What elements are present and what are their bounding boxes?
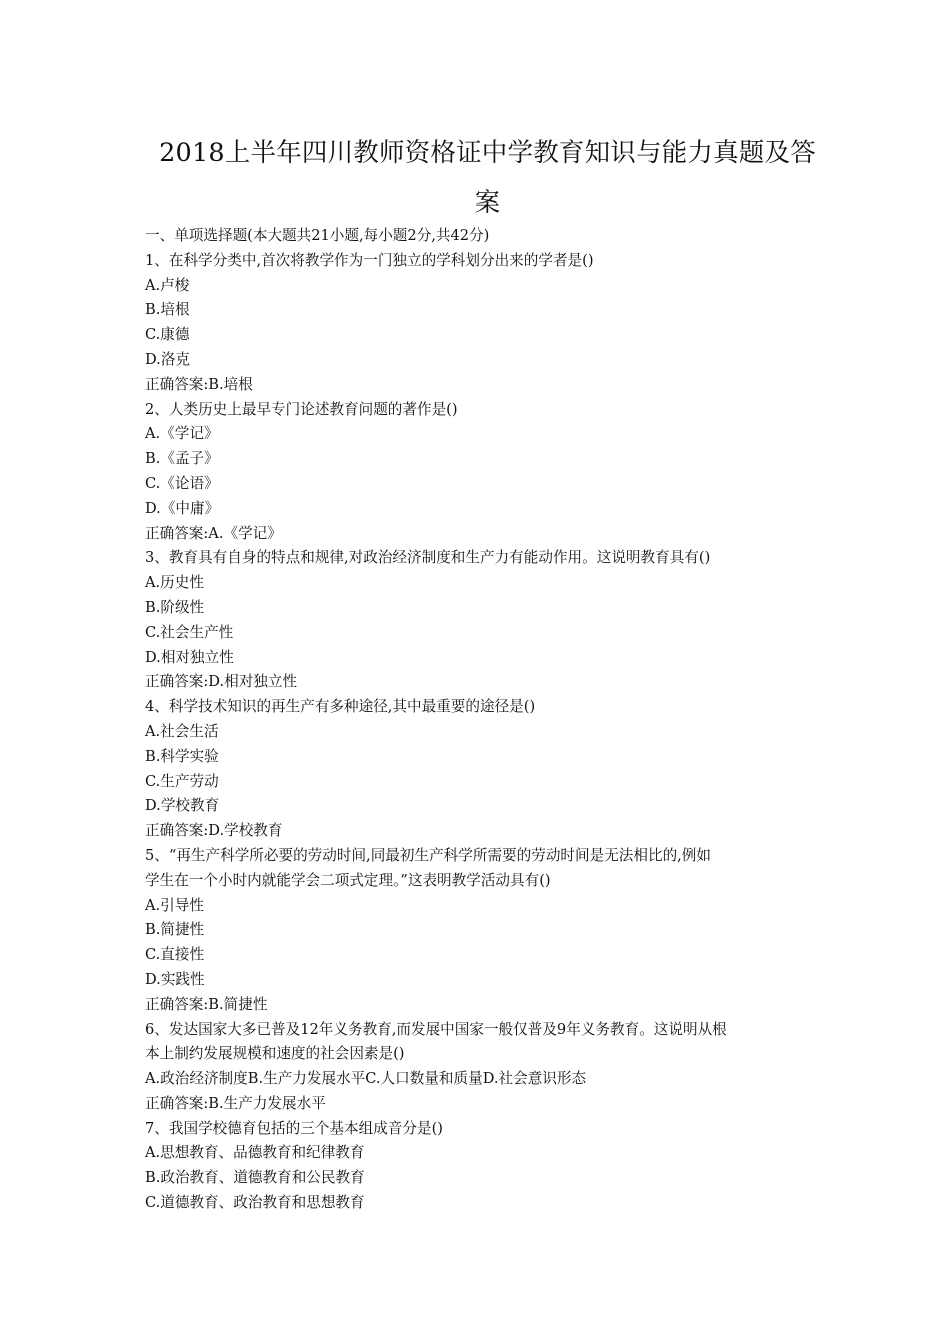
text-line: A.引导性 <box>145 896 204 914</box>
text-line: C.生产劳动 <box>145 772 219 790</box>
text-line: B.培根 <box>145 301 190 319</box>
text-line: C.《论语》 <box>145 474 219 492</box>
document-body <box>145 224 815 1216</box>
text-line: D.学校教育 <box>145 797 220 815</box>
text-line: D.实践性 <box>145 970 205 988</box>
text-line: A.社会生活 <box>145 722 219 740</box>
document-title <box>120 128 855 228</box>
text-line: 正确答案:A.《学记》 <box>145 524 282 542</box>
text-line: 正确答案:B.培根 <box>145 375 253 393</box>
text-line: B.简捷性 <box>145 921 205 939</box>
text-line: 正确答案:B.生产力发展水平 <box>145 1094 326 1112</box>
text-line: 学生在一个小时内就能学会二项式定理。”这表明教学活动具有() <box>145 871 551 889</box>
text-line: 5、“再生产科学所必要的劳动时间,同最初生产科学所需要的劳动时间是无法相比的,例如 <box>145 846 711 864</box>
text-line: B.《孟子》 <box>145 450 219 468</box>
title-line-1: 2018上半年四川教师资格证中学教育知识与能力真题及答 <box>159 138 816 168</box>
text-line: A.卢梭 <box>145 276 190 294</box>
text-line: C.社会生产性 <box>145 623 234 641</box>
text-line: 正确答案:D.相对独立性 <box>145 673 298 691</box>
text-line: 2、人类历史上最早专门论述教育问题的著作是() <box>145 400 458 418</box>
text-line: B.政治教育、道德教育和公民教育 <box>145 1169 365 1187</box>
text-line: D.相对独立性 <box>145 648 234 666</box>
text-line: A.政治经济制度B.生产力发展水平C.人口数量和质量D.社会意识形态 <box>145 1070 587 1088</box>
text-line: C.直接性 <box>145 946 205 964</box>
text-line: A.思想教育、品德教育和纪律教育 <box>145 1144 365 1162</box>
text-line: B.科学实验 <box>145 747 219 765</box>
text-line: 4、科学技术知识的再生产有多种途径,其中最重要的途径是() <box>145 698 536 716</box>
text-line: 正确答案:B.简捷性 <box>145 995 268 1013</box>
text-line: 3、教育具有自身的特点和规律,对政治经济制度和生产力有能动作用。这说明教育具有() <box>145 549 711 567</box>
text-line: D.《中庸》 <box>145 499 220 517</box>
text-line: D.洛克 <box>145 350 191 368</box>
text-line: C.道德教育、政治教育和思想教育 <box>145 1194 365 1212</box>
text-line: 正确答案:D.学校教育 <box>145 822 283 840</box>
text-line: 1、在科学分类中,首次将教学作为一门独立的学科划分出来的学者是() <box>145 251 594 269</box>
text-line: 一、单项选择题(本大题共21小题,每小题2分,共42分) <box>145 227 490 244</box>
text-line: 7、我国学校德育包括的三个基本组成音分是() <box>145 1119 443 1137</box>
text-line: A.《学记》 <box>145 425 219 443</box>
text-line: B.阶级性 <box>145 598 205 616</box>
title-line-2: 案 <box>474 188 501 218</box>
text-line: 本上制约发展规模和速度的社会因素是() <box>145 1045 405 1063</box>
text-line: C.康德 <box>145 326 190 344</box>
text-line: 6、发达国家大多已普及12年义务教育,而发展中国家一般仅普及9年义务教育。这说明从根 <box>145 1020 727 1038</box>
text-line: A.历史性 <box>145 574 204 592</box>
